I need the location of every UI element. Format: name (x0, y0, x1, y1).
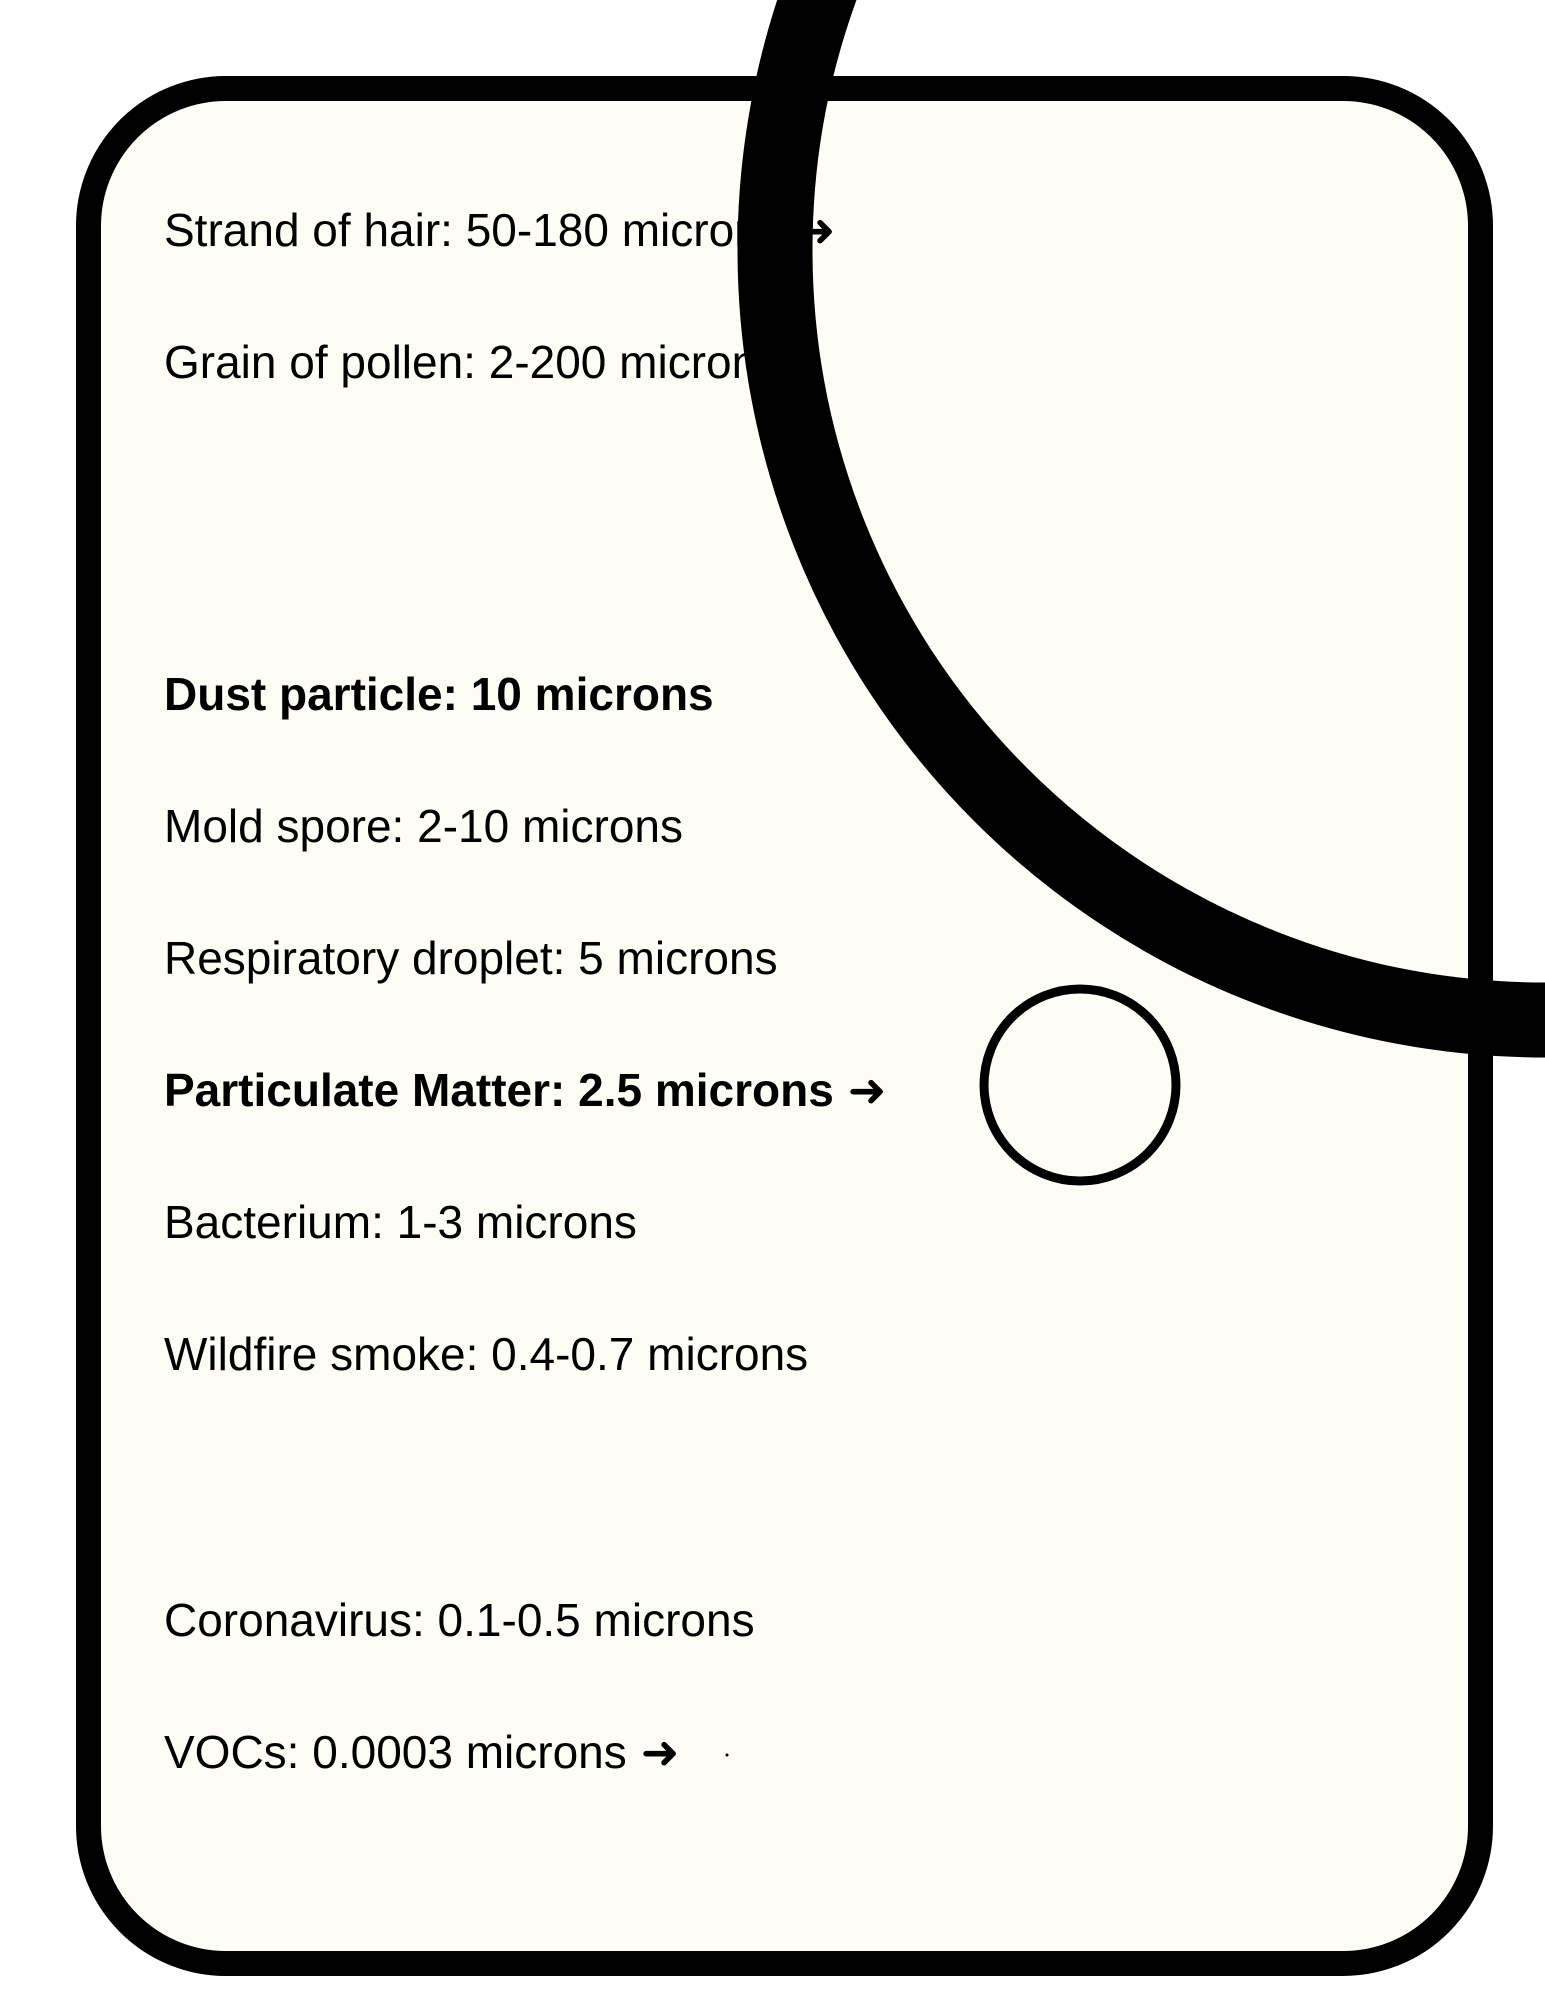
item-strand-of-hair (164, 202, 835, 258)
item-coronavirus (164, 1592, 755, 1648)
item-wildfire-smoke (164, 1326, 808, 1382)
item-text: Strand of hair: 50-180 microns (164, 204, 783, 256)
item-text: VOCs: 0.0003 microns (164, 1726, 627, 1778)
item-text: Particulate Matter: 2.5 microns (164, 1064, 834, 1116)
arrow-right-icon: ➜ (796, 204, 836, 256)
arrow-right-icon: ➜ (640, 1726, 680, 1778)
item-respiratory-droplet (164, 930, 778, 986)
item-text: Grain of pollen: 2-200 microns (164, 336, 781, 388)
item-text: Respiratory droplet: 5 microns (164, 932, 778, 984)
arrow-right-icon: ➜ (847, 1064, 887, 1116)
item-dust-particle (164, 666, 714, 722)
item-mold-spore (164, 798, 683, 854)
item-particulate-matter (164, 1062, 886, 1118)
item-text: Wildfire smoke: 0.4-0.7 microns (164, 1328, 809, 1380)
item-text: Coronavirus: 0.1-0.5 microns (164, 1594, 755, 1646)
item-vocs (164, 1724, 679, 1780)
item-grain-of-pollen (164, 334, 780, 390)
item-text: Dust particle: 10 microns (164, 668, 714, 720)
item-bacterium (164, 1194, 637, 1250)
item-text: Mold spore: 2-10 microns (164, 800, 683, 852)
item-text: Bacterium: 1-3 microns (164, 1196, 637, 1248)
